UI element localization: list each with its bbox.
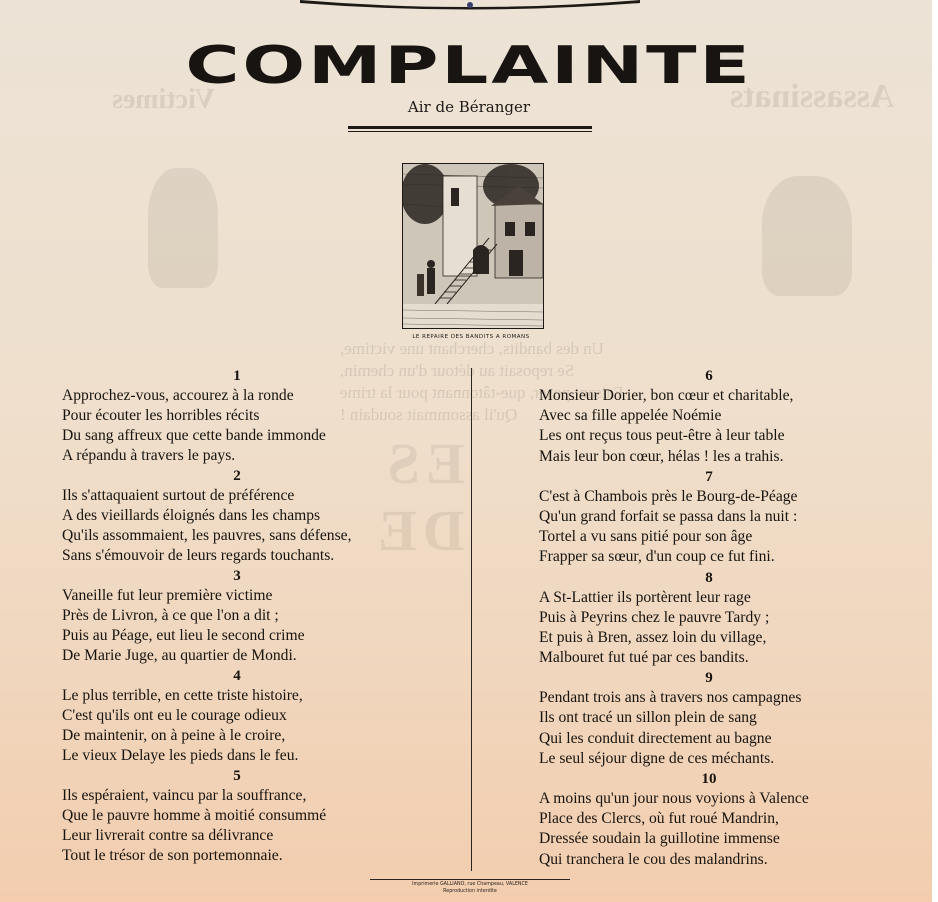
verse-line: Qu'un grand forfait se passa dans la nuit : <box>539 507 798 525</box>
verse-line: De Marie Juge, au quartier de Mondi. <box>62 647 297 664</box>
poster-title: COMPLAINTE <box>185 36 753 96</box>
stanza <box>539 769 879 870</box>
bleed-through-heading: ES DE <box>372 431 465 563</box>
column-divider <box>471 368 472 871</box>
stanza <box>539 467 879 568</box>
top-ornament <box>300 0 640 10</box>
stanza <box>62 666 402 766</box>
stanza-number: 2 <box>233 468 241 484</box>
verse-line: Le plus terrible, en cette triste histoire, <box>62 687 303 704</box>
stanza <box>539 668 879 769</box>
stanza-number: 5 <box>233 768 241 784</box>
verse-line: Frapper sa sœur, d'un coup ce fut fini. <box>539 548 775 566</box>
verse-line: Qui les conduit directement au bagne <box>539 729 772 747</box>
verse-line: Le seul séjour digne de ces méchants. <box>539 749 775 767</box>
verse-line: Vaneille fut leur première victime <box>62 587 273 604</box>
verse-line: Près de Livron, à ce que l'on a dit ; <box>62 607 279 624</box>
verse-line: Pour écouter les horribles récits <box>62 407 260 424</box>
stanza <box>539 366 879 467</box>
verse-line: Pendant trois ans à travers nos campagnes <box>539 689 802 707</box>
verse-line: Ils ont tracé un sillon plein de sang <box>539 709 757 727</box>
stanza-number: 9 <box>705 670 713 687</box>
scan-edge <box>932 0 938 902</box>
verse-line: Malbouret fut tué par ces bandits. <box>539 649 749 667</box>
verse-line: Le vieux Delaye les pieds dans le feu. <box>62 747 299 764</box>
stanza <box>62 566 402 666</box>
verse-line: Les ont reçus tous peut-être à leur table <box>539 427 785 445</box>
verse-line: Approchez-vous, accourez à la ronde <box>62 387 294 404</box>
verse-line: C'est qu'ils ont eu le courage odieux <box>62 707 287 724</box>
poster-subtitle: Air de Béranger <box>407 98 531 116</box>
stanza <box>62 366 402 466</box>
verse-line: A des vieillards éloignés dans les champs <box>62 507 321 524</box>
verse-line: De maintenir, on à peine à le croire, <box>62 727 286 744</box>
verse-line: Ils espéraient, vaincu par la souffrance, <box>62 787 307 804</box>
verse-line: Avec sa fille appelée Noémie <box>539 407 722 425</box>
stanza-number: 6 <box>705 368 713 384</box>
verse-line: Qu'ils assommaient, les pauvres, sans défense, <box>62 527 352 544</box>
stanza-number: 1 <box>233 368 241 384</box>
bleed-through-figure-left <box>148 168 218 288</box>
stanza-number: 10 <box>701 771 717 787</box>
bleed-through-figure-right <box>762 176 852 296</box>
verse-line: Mais leur bon cœur, hélas ! les a trahis. <box>539 447 784 465</box>
verse-line: Puis à Peyrins chez le pauvre Tardy ; <box>539 608 770 626</box>
verse-line: A répandu à travers le pays. <box>62 447 236 464</box>
title-rule <box>348 126 592 129</box>
imprint-line: Imprimerie GALLIANO, rue Champeau, VALENCE <box>412 882 528 887</box>
verse-line: Monsieur Dorier, bon cœur et charitable, <box>539 387 794 404</box>
imprint-rule <box>370 879 570 880</box>
bleed-through-verse: Un des bandits, cherchant une victime, Se reposait au détour d'un chemin, Faisant poser, que-tâtonnant pour la trime Qu'il assommait soudain ! <box>340 339 624 424</box>
verse-line: Place des Clercs, où fut roué Mandrin, <box>539 810 779 828</box>
verse-line: Puis au Péage, eut lieu le second crime <box>62 627 305 644</box>
imprint-line: Reproduction interdite <box>443 889 497 894</box>
stanza <box>539 568 879 669</box>
verse-line: A moins qu'un jour nous voyions à Valence <box>539 790 809 807</box>
verse-line: Que le pauvre homme à moitié consummé <box>62 807 327 824</box>
verse-line: Qui tranchera le cou des malandrins. <box>539 850 768 868</box>
stanza-number: 8 <box>705 569 713 586</box>
stanza-number: 3 <box>233 568 241 584</box>
verse-line: C'est à Chambois près le Bourg-de-Péage <box>539 487 798 505</box>
verse-line: Et puis à Bren, assez loin du village, <box>539 628 767 646</box>
verse-line: Ils s'attaquaient surtout de préférence <box>62 487 295 504</box>
printer-imprint <box>360 881 580 895</box>
engraving-illustration <box>402 163 544 329</box>
stanza <box>62 766 402 866</box>
bleed-through-text-left: Victimes <box>112 84 216 115</box>
stanza-number: 4 <box>233 668 241 684</box>
stanza <box>62 466 402 566</box>
stanza-number: 7 <box>705 468 713 485</box>
verse-line: Tortel a vu sans pitié pour son âge <box>539 528 753 546</box>
verse-line: Du sang affreux que cette bande immonde <box>62 427 326 444</box>
verse-line: Tout le trésor de son portemonnaie. <box>62 847 283 864</box>
illustration-caption: LE REPAIRE DES BANDITS A ROMANS <box>412 334 530 340</box>
left-column <box>62 366 402 866</box>
verse-line: Dressée soudain la guillotine immense <box>539 830 780 848</box>
title-rule-thin <box>348 131 592 132</box>
right-column <box>539 366 879 870</box>
verse-line: A St-Lattier ils portèrent leur rage <box>539 588 751 606</box>
bleed-through-text-right: Assassinats <box>730 78 895 115</box>
verse-line: Leur livrerait contre sa délivrance <box>62 827 274 844</box>
verse-line: Sans s'émouvoir de leurs regards touchants. <box>62 547 335 564</box>
